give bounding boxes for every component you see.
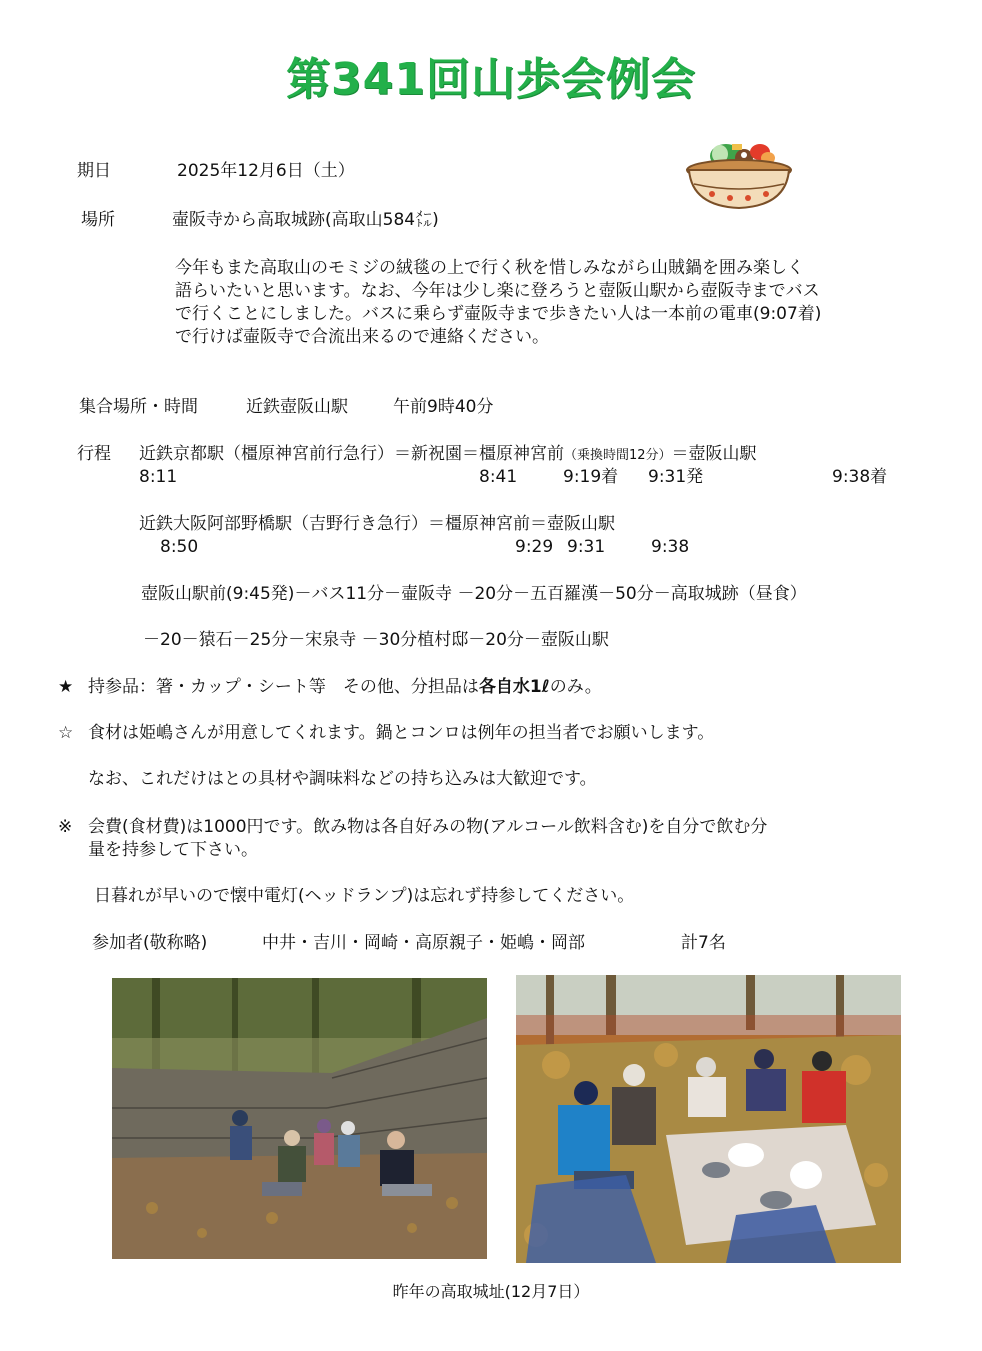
route1-time: 8:41 [479,467,518,487]
route2-time: 9:29 [515,537,554,557]
walk-route-2: －20－猿石－25分－宋泉寺 －30分植村邸－20分－壺阪山駅 [143,630,609,650]
route2-line: 近鉄大阪阿部野橋駅（吉野行き急行）＝橿原神宮前＝壺阪山駅 [139,514,615,534]
items-tail: のみ。 [549,677,602,697]
place-description-line: で行くことにしました。バスに乗らず壷阪寺まで歩きたい人は一本前の電車(9:07着) [175,304,822,324]
items-line [88,676,602,698]
place-label: 場所 [81,210,115,230]
participants-names: 中井・吉川・岡崎・高原親子・姫嶋・岡部 [262,933,585,953]
participants-label: 参加者(敬称略) [92,933,208,953]
route1-time: 8:11 [139,467,178,487]
route2-time: 9:38 [651,537,690,557]
place-description-line: で行けば壷阪寺で合流出来るので連絡ください。 [175,327,549,347]
route1-destination: ＝壺阪山駅 [671,444,757,464]
participants-total: 計7名 [681,933,726,953]
route1-time: 9:19着 [563,467,619,487]
itinerary-label: 行程 [77,444,111,464]
fee-mark: ※ [58,817,73,837]
date-label: 期日 [77,161,111,181]
meeting-station: 近鉄壺阪山駅 [246,397,348,417]
photo-castle-ruins-group [112,978,487,1259]
meeting-label: 集合場所・時間 [79,397,198,417]
place-description-line: 語らいたいと思います。なお、今年は少し楽に登ろうと壺阪山駅から壺阪寺までバス [175,281,820,301]
food-mark: ☆ [58,723,74,743]
date-value: 2025年12月6日（土） [177,161,355,181]
items-text: 持参品：箸・カップ・シート等 その他、分担品は [88,677,479,697]
route2-time: 8:50 [160,537,199,557]
place-description-line: 今年もまた高取山のモミジの絨毯の上で行く秋を惜しみながら山賊鍋を囲み楽しく [175,258,804,278]
food-text: 食材は姫嶋さんが用意してくれます。鍋とコンロは例年の担当者でお願いします。 [88,723,715,743]
photo-caption: 昨年の高取城址(12月7日） [392,1282,590,1301]
fee-line: 量を持参して下さい。 [88,840,258,860]
route2-time: 9:31 [567,537,606,557]
fee-line: 会費(食材費)は1000円です。飲み物は各自好みの物(アルコール飲料含む)を自分で飲む分 [88,817,768,837]
photo-picnic-lunch [516,975,901,1263]
route1-transfer-note: （乗換時間12分） [564,448,672,463]
nabe-pot-illustration [682,134,796,216]
place-value: 壷阪寺から高取城跡(高取山584㍍) [172,210,439,230]
flashlight-note: 日暮れが早いので懐中電灯(ヘッドランプ)は忘れず持参してください。 [94,886,635,906]
route1-stations: 近鉄京都駅（橿原神宮前行急行）＝新祝園＝橿原神宮前 [139,444,564,464]
meeting-time: 午前9時40分 [393,397,494,417]
food-note: なお、これだけはとの具材や調味料などの持ち込みは大歓迎です。 [88,769,597,789]
walk-route-1: 壺阪山駅前(9:45発)－バス11分－壷阪寺 －20分－五百羅漢－50分－高取城跡（昼食） [141,584,807,604]
items-water: 各自水1ℓ [478,677,550,697]
route1-time: 9:31発 [648,467,704,487]
page-title: 第341回山歩会例会 [286,54,696,105]
items-mark: ★ [58,677,74,697]
route1-line [139,443,757,467]
route1-time: 9:38着 [832,467,888,487]
